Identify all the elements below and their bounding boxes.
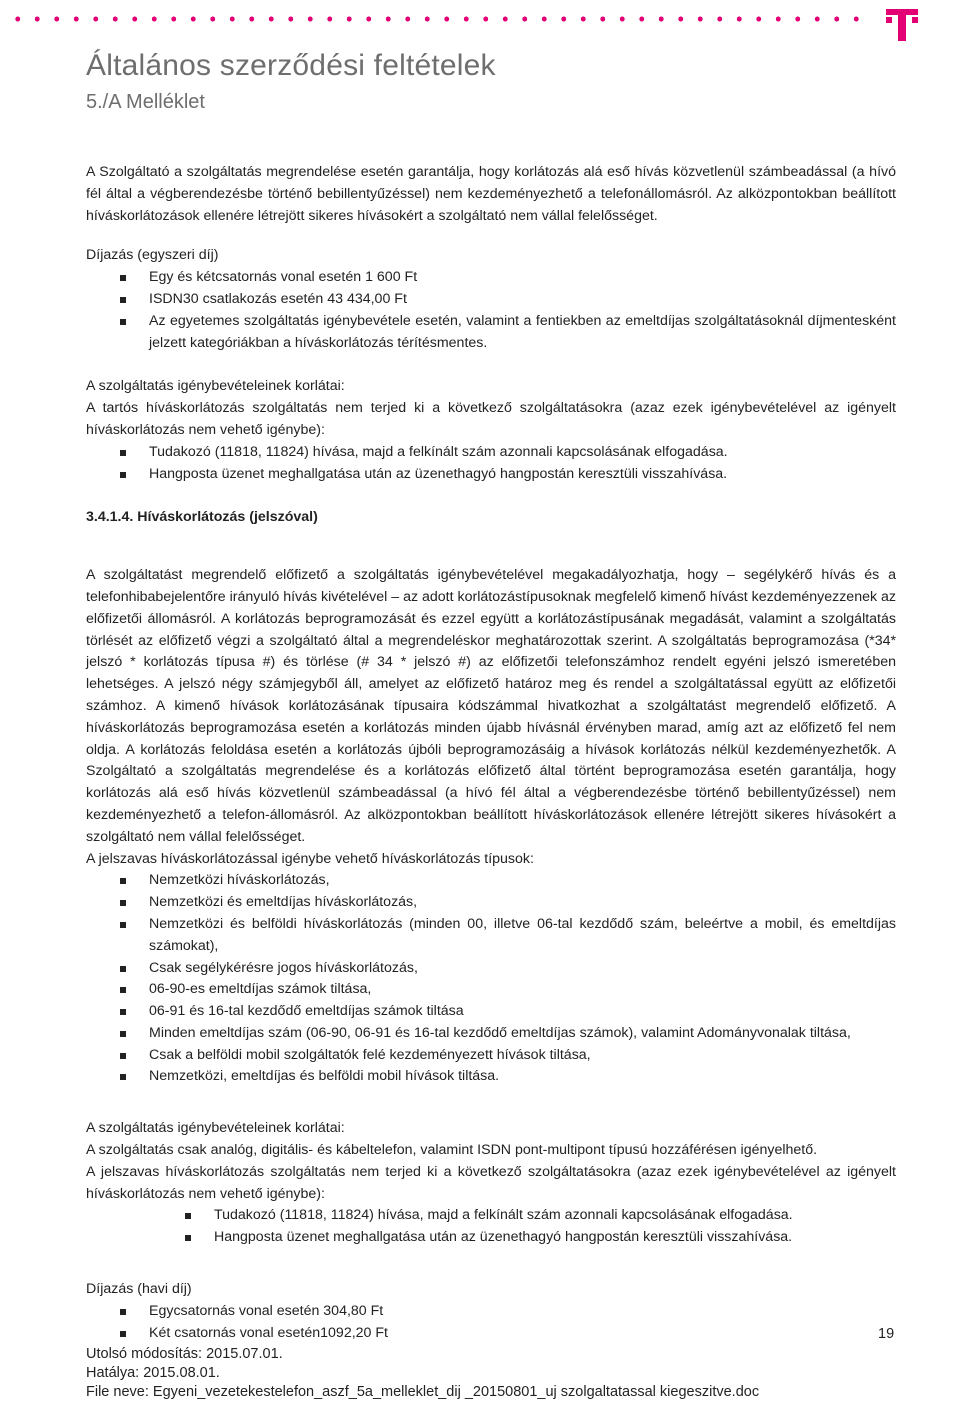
fee-label: Díjazás (86, 247, 134, 264)
list-item: Hangposta üzenet meghallgatása után az üzenethagyó hangpostán keresztüli visszahívása. (86, 464, 896, 486)
page-number: 19 (878, 1326, 895, 1342)
page-subtitle: 5./A Melléklet (86, 91, 205, 113)
section-paragraph: A szolgáltatást megrendelő előfizető a szolgáltatás igénybevételével megakadályozhatja, hogy – segélykérő hívás és a telefonhibabejelentőre irányuló hívás kivételével – az adott korlátozástípusoknak megfelelő kimenő hívást kezdeményezzenek az előfizetői állomásról. A korlátozás beprogramozását és ezzel együtt a korlátozástípusának megadását, valamint a szolgáltatás törlését az előfizető végzi a szolgáltató által a megrendeléskor meghatározottak szerint. A szolgáltatás beprogramozása (*34* jelszó * korlátozás típusa #) és törlése (# 34 * jelszó #) az előfizetői telefonszámhoz rendelt egyéni jelszó ismeretében lehetséges. A jelszó négy számjegyből áll, amelyet az előfizető határoz meg és rendel a szolgáltatással együtt az előfizetői számhoz. A kimenő hívások korlátozásának típusaira kódszámmal hivatkozhat a szolgáltatást megrendelő előfizető. A híváskorlátozás beprogramozása esetén a korlátozás minden újabb hívásnál érvényben marad, amíg azt az előfizető fel nem oldja. A korlátozás feloldása esetén a korlátozás újbóli beprogramozásáig a hívások korlátozás nélkül kezdeményezhetők. A Szolgáltató a szolgáltatás megrendelése és a korlátozás előfizető által történt beprogramozása esetén garantálja, hogy korlátozás alá eső hívás közvetlenül számbeadással (a hívó fél által a végberendezésbe történő bebillentyűzéssel) nem kezdeményezhető a telefon-állomásról. Az alközpontokban beállított híváskorlátozások ellenére létrejött sikeres hívásokért a szolgáltató nem vállal felelősséget. (86, 567, 896, 845)
page-footer (86, 1345, 759, 1402)
list-item: 06-90-es emeltdíjas számok tiltása, (86, 979, 896, 1001)
limits-text-1: A tartós híváskorlátozás szolgáltatás nem terjed ki a következő szolgáltatásokra (azaz ezek igénybevételével az igényelt híváskorlátozás nem vehető igénybe): (86, 400, 896, 438)
footer-effective: Hatálya: 2015.08.01. (86, 1365, 220, 1381)
list-item: Csak segélykérésre jogos híváskorlátozás, (86, 958, 896, 980)
footer-filename: File neve: Egyeni_vezetekestelefon_aszf_5a_melleklet_dij _20150801_uj szolgaltatassal kiegeszitve.doc (86, 1384, 760, 1400)
fee-label: Díjazás (86, 1281, 134, 1298)
document-body (86, 162, 896, 1344)
limits-heading-2: A szolgáltatás igénybevételeinek korlátai: (86, 1120, 345, 1137)
list-item: Nemzetközi és belföldi híváskorlátozás (minden 00, illetve 06-tal kezdődő szám, beleértve a mobil, és emeltdíjas számokat), (86, 914, 896, 958)
limits-list-1 (86, 442, 896, 486)
limits-list-2 (86, 1205, 896, 1249)
list-item: Két csatornás vonal esetén1092,20 Ft (86, 1323, 896, 1345)
limits-heading-1: A szolgáltatás igénybevételeinek korlátai: (86, 378, 345, 395)
list-item: Nemzetközi híváskorlátozás, (86, 870, 896, 892)
types-heading: A jelszavas híváskorlátozással igénybe vehető híváskorlátozás típusok: (86, 850, 534, 867)
footer-modified: Utolsó módosítás: 2015.07.01. (86, 1346, 283, 1362)
fee-suffix: (havi díj) (133, 1281, 192, 1298)
list-item: Egy és kétcsatornás vonal esetén 1 600 Ft (86, 267, 896, 289)
list-item: Nemzetközi és emeltdíjas híváskorlátozás, (86, 892, 896, 914)
list-item: Hangposta üzenet meghallgatása után az üzenethagyó hangpostán keresztüli visszahívása. (86, 1227, 896, 1249)
limits-line-2b: A jelszavas híváskorlátozás szolgáltatás nem terjed ki a következő szolgáltatásokra (azaz ezek igénybevételével az igényelt híváskorlátozás nem vehető igénybe): (86, 1163, 896, 1202)
list-item: Tudakozó (11818, 11824) hívása, majd a felkínált szám azonnali kapcsolásának elfogadása. (86, 442, 896, 464)
intro-paragraph: A Szolgáltató a szolgáltatás megrendelése esetén garantálja, hogy korlátozás alá eső hívás közvetlenül számbeadással (a hívó fél által a végberendezésbe történő bebillentyűzéssel) nem kezdeményezhető a telefonállomásról. Az alközpontokban beállított híváskorlátozások ellenére létrejött sikeres hívásokért a szolgáltató nem vállal felelősséget. (86, 164, 896, 224)
restriction-types-list (86, 870, 896, 1088)
brand-dots-line (8, 14, 868, 24)
page-title: Általános szerződési feltételek (86, 49, 496, 82)
limits-line-2a: A szolgáltatás csak analóg, digitális- és kábeltelefon, valamint ISDN pont-multipont típusú hozzáférésen igényelhető. (86, 1142, 818, 1159)
fee-list-monthly (86, 1301, 896, 1345)
list-item: ISDN30 csatlakozás esetén 43 434,00 Ft (86, 289, 896, 311)
list-item: Egycsatornás vonal esetén 304,80 Ft (86, 1301, 896, 1323)
fee-heading-one-time (86, 245, 896, 267)
fee-heading-monthly (86, 1279, 896, 1301)
list-item: Tudakozó (11818, 11824) hívása, majd a felkínált szám azonnali kapcsolásának elfogadása. (86, 1205, 896, 1227)
section-heading: 3.4.1.4. Híváskorlátozás (jelszóval) (86, 509, 318, 526)
list-item: Nemzetközi, emeltdíjas és belföldi mobil hívások tiltása. (86, 1066, 896, 1088)
list-item: Minden emeltdíjas szám (06-90, 06-91 és 16-tal kezdődő emeltdíjas számok), valamint Adományvonalak tiltása, (86, 1023, 896, 1045)
list-item: 06-91 és 16-tal kezdődő emeltdíjas számok tiltása (86, 1001, 896, 1023)
list-item: Csak a belföldi mobil szolgáltatók felé kezdeményezett hívások tiltása, (86, 1045, 896, 1067)
list-item: Az egyetemes szolgáltatás igénybevétele esetén, valamint a fentiekben az emeltdíjas szolgáltatásoknál díjmentesként jelzett kategóriákban a híváskorlátozás térítésmentes. (86, 311, 896, 355)
fee-suffix: (egyszeri díj) (133, 247, 219, 264)
fee-list-one-time (86, 267, 896, 354)
telekom-logo (884, 6, 920, 42)
